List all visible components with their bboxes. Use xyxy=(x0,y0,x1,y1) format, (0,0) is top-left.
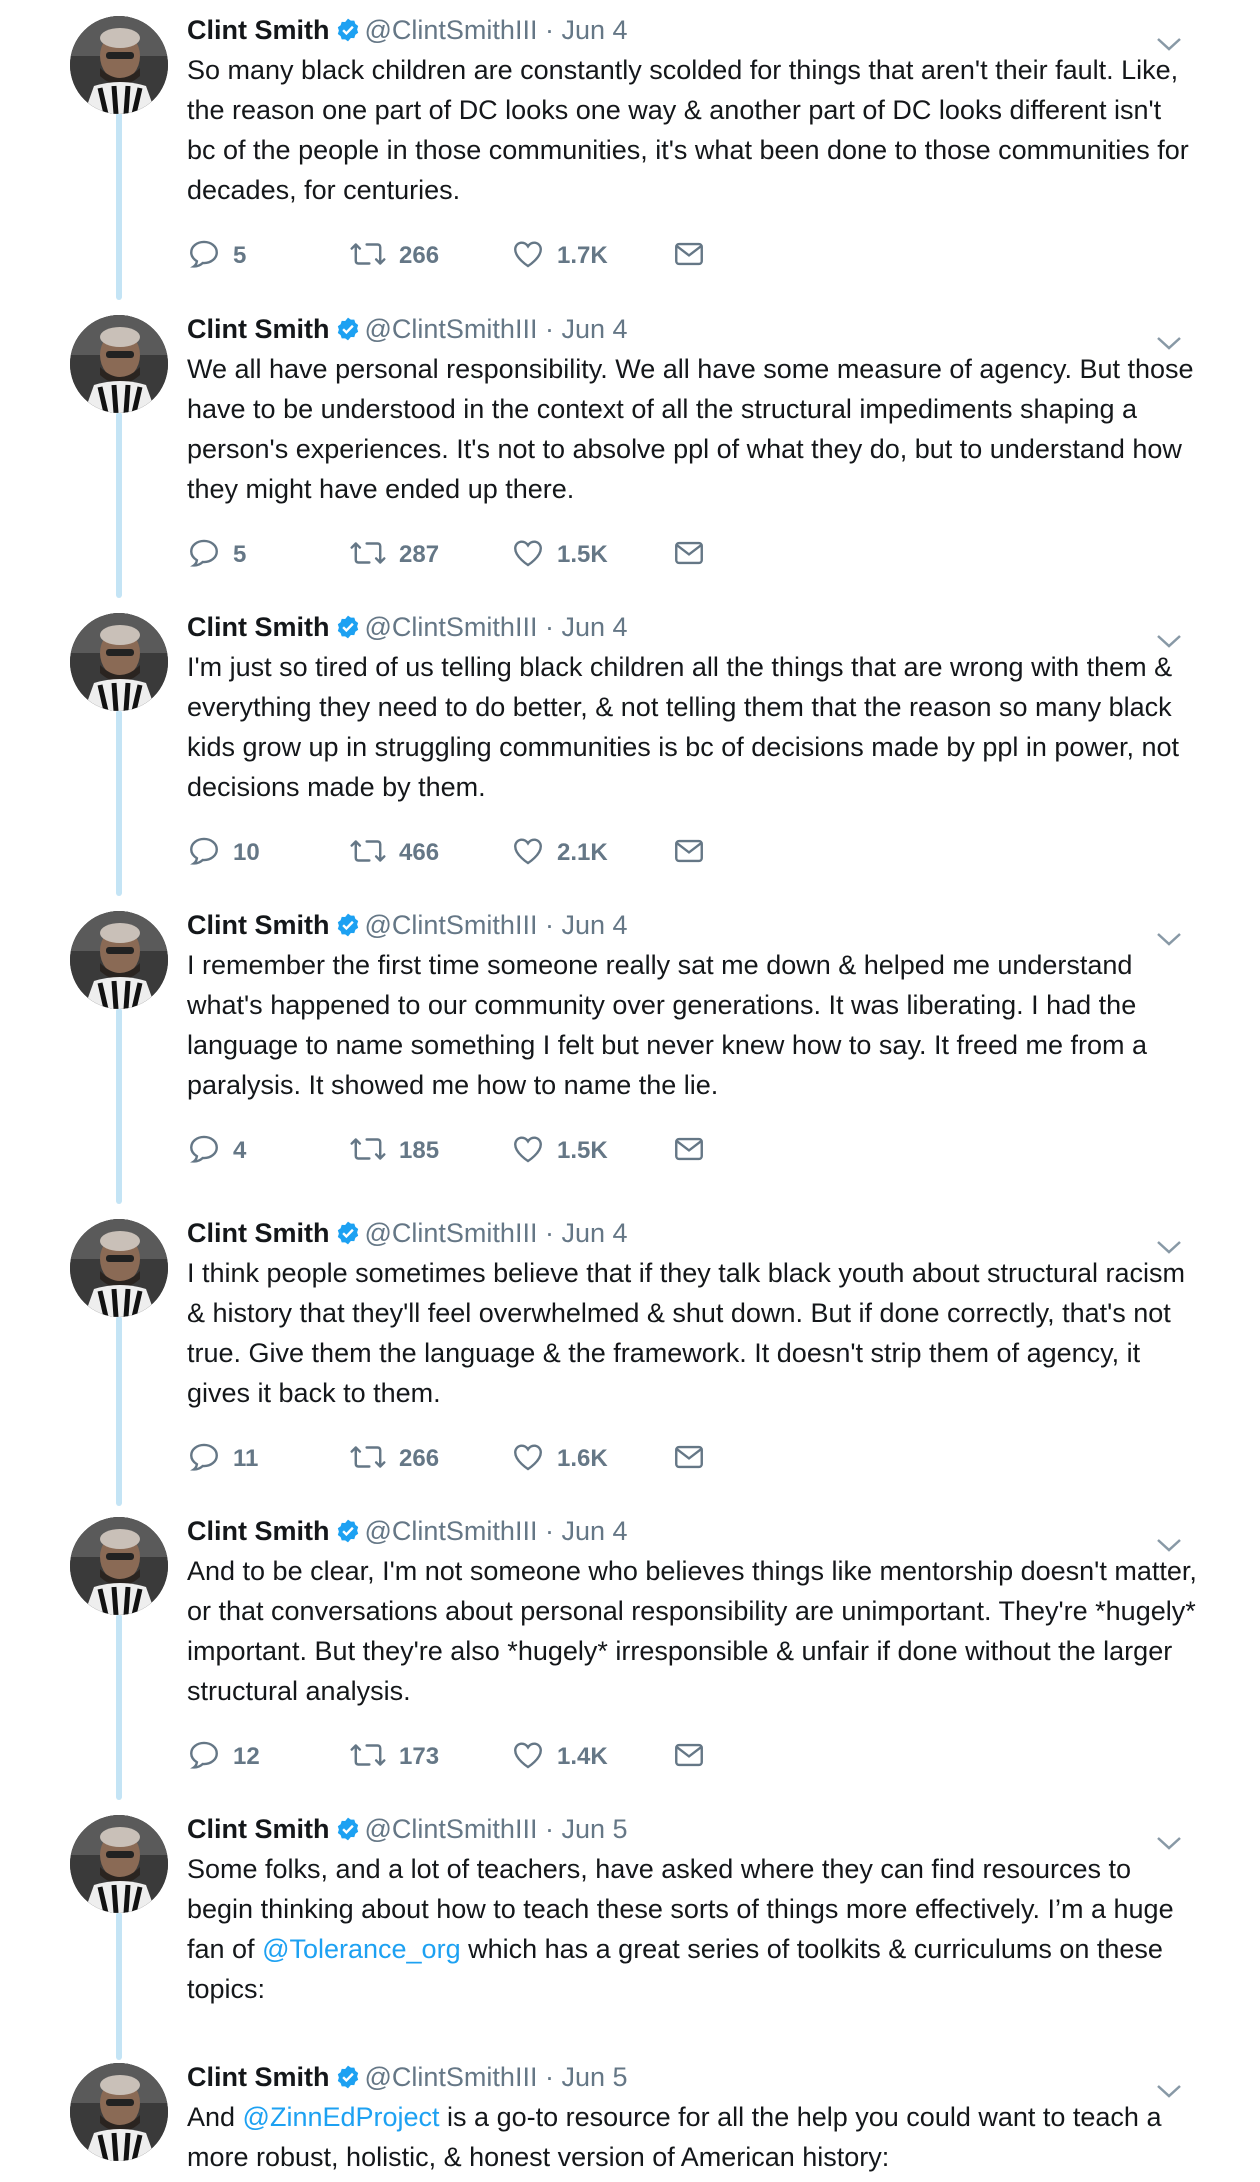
tweet-text xyxy=(187,2097,1197,2177)
separator-dot: · xyxy=(544,15,554,45)
verified-badge-icon xyxy=(335,313,361,353)
direct-message-button[interactable] xyxy=(672,236,706,276)
avatar-image xyxy=(70,613,168,711)
reply-count: 5 xyxy=(233,541,247,568)
like-button[interactable] xyxy=(511,1439,608,1479)
author-handle[interactable]: @ClintSmithIII xyxy=(364,314,538,344)
chevron-down-icon[interactable] xyxy=(1155,1823,1187,1847)
avatar[interactable] xyxy=(70,613,168,711)
avatar[interactable] xyxy=(70,1219,168,1317)
tweet-text-part: which has a great series of toolkits & curriculums on these topics: xyxy=(187,1934,1163,2004)
tweet-header xyxy=(187,309,1187,349)
tweet-date[interactable]: Jun 4 xyxy=(561,612,628,642)
tweet-text: I think people sometimes believe that if they talk black youth about structural racism & history that they'll feel overwhelmed & shut down. But if done correctly, that's not true. Give them the language & the framework. It doesn't strip them of agency, it gives it back to them. xyxy=(187,1258,1185,1408)
chevron-down-icon[interactable] xyxy=(1155,2071,1187,2095)
verified-badge-icon xyxy=(335,611,361,651)
retweet-count: 185 xyxy=(399,1137,440,1164)
separator-dot: · xyxy=(544,1814,554,1844)
retweet-count: 466 xyxy=(399,839,440,866)
tweet-date[interactable]: Jun 4 xyxy=(561,910,628,940)
retweet-icon xyxy=(349,536,387,575)
tweet-text: I'm just so tired of us telling black children all the things that are wrong with them & everything they need to do better, & not telling them that the reason so many black kids grow up in struggling communities is bc of decisions made by ppl in power, not decisions made by them. xyxy=(187,652,1179,802)
author-handle[interactable]: @ClintSmithIII xyxy=(364,1218,538,1248)
tweet-text: So many black children are constantly scolded for things that aren't their fault. Like, the reason one part of DC looks one way & another part of DC looks different isn't bc of the people in those communities, it's what been done to those communities for decades, for centuries. xyxy=(187,55,1189,205)
like-count: 1.6K xyxy=(557,1445,608,1472)
avatar-image xyxy=(70,1517,168,1615)
verified-badge-icon xyxy=(335,2061,361,2101)
tweet-text: We all have personal responsibility. We all have some measure of agency. But those have to be understood in the context of all the structural impediments shaping a person's experiences. It's not to absolve ppl of what they do, but to understand how they might have ended up there. xyxy=(187,354,1194,504)
retweet-button[interactable] xyxy=(349,236,439,276)
retweet-button[interactable] xyxy=(349,1131,439,1171)
avatar[interactable] xyxy=(70,2063,168,2161)
retweet-button[interactable] xyxy=(349,1439,439,1479)
retweet-count: 266 xyxy=(399,1445,440,1472)
author-handle[interactable]: @ClintSmithIII xyxy=(364,1516,538,1546)
verified-badge-icon xyxy=(335,14,361,54)
avatar[interactable] xyxy=(70,315,168,413)
thread-line xyxy=(116,412,122,598)
like-button[interactable] xyxy=(511,535,608,575)
retweet-button[interactable] xyxy=(349,535,439,575)
thread-line xyxy=(116,1316,122,1506)
retweet-icon xyxy=(349,834,387,873)
tweet-actions xyxy=(187,833,887,873)
author-name[interactable]: Clint Smith xyxy=(187,1814,330,1844)
author-handle[interactable]: @ClintSmithIII xyxy=(364,910,538,940)
verified-badge-icon xyxy=(335,909,361,949)
tweet-header xyxy=(187,2057,1187,2097)
verified-badge-icon xyxy=(335,1515,361,1555)
avatar-image xyxy=(70,911,168,1009)
thread-line xyxy=(116,1614,122,1800)
tweet-actions xyxy=(187,535,887,575)
tweet-text: I remember the first time someone really sat me down & helped me understand what's happened to our community over generations. It was liberating. I had the language to name something I felt but never knew how to say. It freed me from a paralysis. It showed me how to name the lie. xyxy=(187,950,1148,1100)
author-name[interactable]: Clint Smith xyxy=(187,2062,330,2092)
avatar-image xyxy=(70,1815,168,1913)
avatar[interactable] xyxy=(70,911,168,1009)
like-count: 1.4K xyxy=(557,1743,608,1770)
author-handle[interactable]: @ClintSmithIII xyxy=(364,2062,538,2092)
separator-dot: · xyxy=(544,2062,554,2092)
avatar-image xyxy=(70,1219,168,1317)
author-name[interactable]: Clint Smith xyxy=(187,910,330,940)
tweet-actions xyxy=(187,1439,887,1479)
reply-icon xyxy=(187,536,221,575)
author-handle[interactable]: @ClintSmithIII xyxy=(364,1814,538,1844)
tweet-text-part: Some folks, and a lot of teachers, have asked where they can find resources to begin thinking about how to teach these sorts of things more effectively. I’m a huge fan of xyxy=(187,1854,1174,1964)
reply-count: 10 xyxy=(233,839,260,866)
heart-icon xyxy=(511,1132,545,1171)
chevron-down-icon[interactable] xyxy=(1155,24,1187,48)
heart-icon xyxy=(511,237,545,276)
tweet-text-part: is a go-to resource for all the help you could want to teach a more robust, holistic, & honest version of American history: xyxy=(187,2102,1162,2172)
avatar-image xyxy=(70,16,168,114)
reply-count: 12 xyxy=(233,1743,260,1770)
chevron-down-icon[interactable] xyxy=(1155,323,1187,347)
tweet-date[interactable]: Jun 4 xyxy=(561,314,628,344)
avatar[interactable] xyxy=(70,1815,168,1913)
heart-icon xyxy=(511,1440,545,1479)
author-name[interactable]: Clint Smith xyxy=(187,1218,330,1248)
mention-link[interactable]: @Tolerance_org xyxy=(262,1934,461,1964)
reply-icon xyxy=(187,1440,221,1479)
tweet-text-part: And xyxy=(187,2102,243,2132)
heart-icon xyxy=(511,536,545,575)
verified-badge-icon xyxy=(335,1217,361,1257)
avatar[interactable] xyxy=(70,16,168,114)
thread-line xyxy=(116,710,122,896)
thread-line xyxy=(116,1008,122,1204)
verified-badge-icon xyxy=(335,1813,361,1853)
like-button[interactable] xyxy=(511,1131,608,1171)
like-count: 2.1K xyxy=(557,839,608,866)
avatar[interactable] xyxy=(70,1517,168,1615)
reply-icon xyxy=(187,1132,221,1171)
like-count: 1.5K xyxy=(557,1137,608,1164)
tweet-date[interactable]: Jun 5 xyxy=(561,2062,628,2092)
tweet-date[interactable]: Jun 4 xyxy=(561,1218,628,1248)
retweet-icon xyxy=(349,237,387,276)
tweet-header xyxy=(187,607,1187,647)
heart-icon xyxy=(511,1738,545,1777)
envelope-icon xyxy=(672,237,706,276)
separator-dot: · xyxy=(544,910,554,940)
reply-count: 5 xyxy=(233,242,247,269)
separator-dot: · xyxy=(544,1218,554,1248)
like-button[interactable] xyxy=(511,1737,608,1777)
chevron-down-icon[interactable] xyxy=(1155,1227,1187,1251)
reply-icon xyxy=(187,1738,221,1777)
avatar-image xyxy=(70,2063,168,2161)
tweet-actions xyxy=(187,1131,887,1171)
envelope-icon xyxy=(672,536,706,575)
like-count: 1.5K xyxy=(557,541,608,568)
direct-message-button[interactable] xyxy=(672,1737,706,1777)
tweet-header xyxy=(187,10,1187,50)
tweet-header xyxy=(187,1809,1187,1849)
tweet-actions xyxy=(187,1737,887,1777)
reply-count: 11 xyxy=(233,1445,259,1472)
reply-button[interactable] xyxy=(187,1131,246,1171)
heart-icon xyxy=(511,834,545,873)
tweet-header xyxy=(187,1213,1187,1253)
reply-button[interactable] xyxy=(187,535,246,575)
tweet-date[interactable]: Jun 4 xyxy=(561,15,628,45)
retweet-button[interactable] xyxy=(349,1737,439,1777)
mention-link[interactable]: @ZinnEdProject xyxy=(242,2102,440,2132)
retweet-count: 266 xyxy=(399,242,440,269)
reply-icon xyxy=(187,237,221,276)
chevron-down-icon[interactable] xyxy=(1155,1525,1187,1549)
envelope-icon xyxy=(672,1132,706,1171)
retweet-button[interactable] xyxy=(349,833,439,873)
tweet-actions xyxy=(187,236,887,276)
tweet-date[interactable]: Jun 4 xyxy=(561,1516,628,1546)
tweet-date[interactable]: Jun 5 xyxy=(561,1814,628,1844)
retweet-icon xyxy=(349,1132,387,1171)
author-name[interactable]: Clint Smith xyxy=(187,1516,330,1546)
thread-line xyxy=(116,112,122,300)
tweet-header xyxy=(187,905,1187,945)
separator-dot: · xyxy=(544,1516,554,1546)
reply-button[interactable] xyxy=(187,1737,260,1777)
author-name[interactable]: Clint Smith xyxy=(187,15,330,45)
separator-dot: · xyxy=(544,612,554,642)
envelope-icon xyxy=(672,834,706,873)
reply-button[interactable] xyxy=(187,1439,258,1479)
author-handle[interactable]: @ClintSmithIII xyxy=(364,612,538,642)
retweet-count: 287 xyxy=(399,541,440,568)
chevron-down-icon[interactable] xyxy=(1155,919,1187,943)
thread-line xyxy=(116,1912,122,2060)
direct-message-button[interactable] xyxy=(672,833,706,873)
direct-message-button[interactable] xyxy=(672,535,706,575)
tweet-header xyxy=(187,1511,1187,1551)
envelope-icon xyxy=(672,1440,706,1479)
like-button[interactable] xyxy=(511,833,608,873)
avatar-image xyxy=(70,315,168,413)
tweet-text xyxy=(187,1849,1197,2009)
reply-icon xyxy=(187,834,221,873)
retweet-icon xyxy=(349,1440,387,1479)
direct-message-button[interactable] xyxy=(672,1131,706,1171)
retweet-count: 173 xyxy=(399,1743,440,1770)
author-name[interactable]: Clint Smith xyxy=(187,612,330,642)
reply-button[interactable] xyxy=(187,833,260,873)
tweet-text: And to be clear, I'm not someone who believes things like mentorship doesn't matter, or that conversations about personal responsibility are unimportant. They're *hugely* important. But they're also *hugely* irresponsible & unfair if done without the larger structural analysis. xyxy=(187,1556,1197,1706)
separator-dot: · xyxy=(544,314,554,344)
reply-count: 4 xyxy=(233,1137,247,1164)
chevron-down-icon[interactable] xyxy=(1155,621,1187,645)
envelope-icon xyxy=(672,1738,706,1777)
like-count: 1.7K xyxy=(557,242,608,269)
retweet-icon xyxy=(349,1738,387,1777)
like-button[interactable] xyxy=(511,236,608,276)
direct-message-button[interactable] xyxy=(672,1439,706,1479)
author-handle[interactable]: @ClintSmithIII xyxy=(364,15,538,45)
reply-button[interactable] xyxy=(187,236,246,276)
author-name[interactable]: Clint Smith xyxy=(187,314,330,344)
